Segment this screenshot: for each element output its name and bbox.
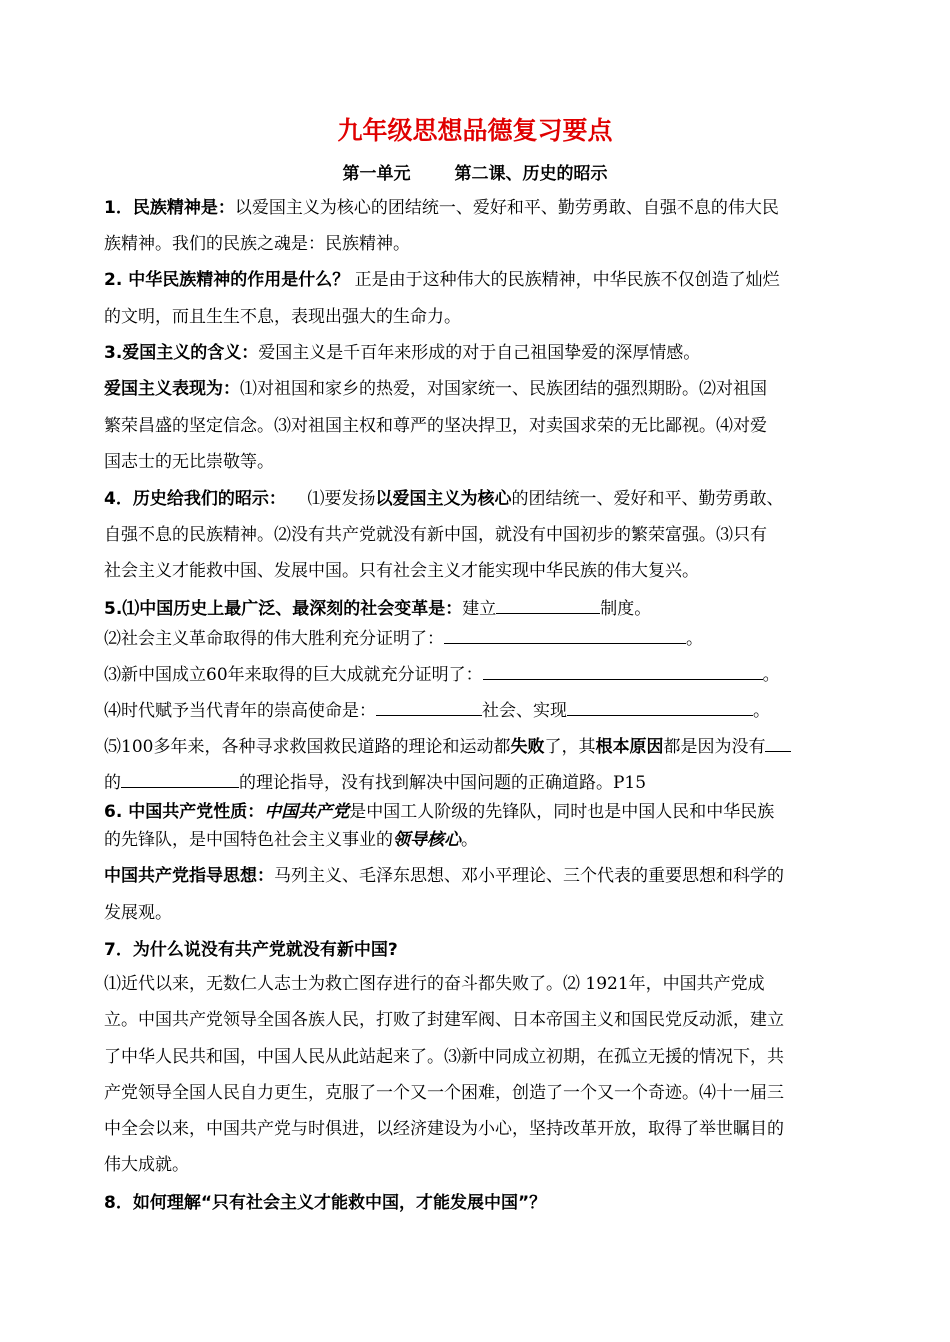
section-1-line-1 [104, 195, 846, 221]
section-4-post: 的团结统一、爱好和平、勤劳勇敢、 [511, 489, 784, 509]
document-title: 九年级思想品德复习要点 [337, 116, 613, 145]
section-1-text: 以爱国主义为核心的团结统一、爱好和平、勤劳勇敢、自强不息的伟大民 [234, 198, 779, 218]
section-4-line-1 [104, 486, 846, 512]
unit-subtitle [0, 162, 950, 186]
q5-blank-2[interactable] [121, 769, 239, 788]
q5-pre: ⑸100多年来，各种寻求救国救民道路的理论和运动都 [104, 737, 511, 757]
lesson-label: 第二课、历史的昭示 [454, 164, 608, 184]
section-3-text: 爱国主义是千百年来形成的对于自己祖国挚爱的深厚情感。 [258, 343, 701, 363]
section-5-line-2 [104, 625, 846, 652]
q4-blank-2[interactable] [567, 697, 753, 716]
section-5-line-1 [104, 595, 846, 622]
section-4-bold: 以爱国主义为核心 [375, 489, 512, 509]
q2-text: ⑵社会主义革命取得的伟大胜利充分证明了： [104, 629, 444, 649]
section-5-line-5 [104, 733, 846, 760]
section-5-line-3 [104, 661, 846, 688]
q5-line2-post: 的理论指导，没有找到解决中国问题的正确道路。P15 [239, 773, 647, 793]
q3-text: ⑶新中国成立60年来取得的巨大成就充分证明了： [104, 665, 483, 685]
q2-blank[interactable] [444, 625, 686, 644]
section-5-label: 5.⑴中国历史上最广泛、最深刻的社会变革是： [104, 599, 463, 619]
q5-root: 根本原因 [595, 737, 664, 757]
q4-blank-1[interactable] [376, 697, 482, 716]
section-2-line-2: 的文明，而且生生不息，表现出强大的生命力。 [104, 307, 461, 327]
section-7-line-2: 立。中国共产党领导全国各族人民，打败了封建军阀、日本帝国主义和国民党反动派，建立 [104, 1010, 784, 1030]
section-6-text: 是中国工人阶级的先锋队，同时也是中国人民和中华民族 [349, 802, 775, 822]
section-1-line-2: 族精神。我们的民族之魂是：民族精神。 [104, 234, 410, 254]
section-4-line-3: 社会主义才能救中国、发展中国。只有社会主义才能实现中华民族的伟大复兴。 [104, 561, 699, 581]
section-5-line-6 [104, 769, 846, 796]
section-7-line-5: 中全会以来，中国共产党与时俱进，以经济建设为小心，坚持改革开放，取得了举世瞩目的 [104, 1119, 784, 1139]
section-7-label: 7．为什么说没有共产党就没有新中国? [104, 940, 398, 960]
section-7-line-6: 伟大成就。 [104, 1155, 189, 1175]
section-7-line-4: 产党领导全国人民自力更生，克服了一个又一个困难，创造了一个又一个奇迹。⑷十一届三 [104, 1083, 784, 1103]
q5-mid: 了，其 [544, 737, 596, 757]
section-6-line-3 [104, 863, 846, 889]
q3-end: 。 [762, 665, 780, 685]
q1-blank[interactable] [496, 595, 600, 614]
section-3-line-2 [104, 376, 846, 402]
section-4-pre: ⑴要发扬 [285, 489, 376, 509]
section-6-label: 6. 中国共产党性质： [104, 802, 265, 822]
section-6-line-4: 发展观。 [104, 903, 172, 923]
section-1-label: 1．民族精神是： [104, 198, 235, 218]
section-6-line-2 [104, 827, 846, 853]
q3-blank[interactable] [483, 661, 763, 680]
section-3-line-4: 国志士的无比崇敬等。 [104, 452, 274, 472]
q5-line2-pre: 的 [104, 773, 121, 793]
section-7-line-3: 了中华人民共和国，中国人民从此站起来了。⑶新中同成立初期，在孤立无援的情况下，共 [104, 1047, 784, 1067]
q4-text: ⑷时代赋予当代青年的崇高使命是： [104, 701, 376, 721]
q1-pre: 建立 [462, 599, 497, 619]
q5-blank-1[interactable] [765, 733, 791, 752]
section-4-line-2: 自强不息的民族精神。⑵没有共产党就没有新中国，就没有中国初步的繁荣富强。⑶只有 [104, 525, 767, 545]
section-8-label: 8．如何理解“只有社会主义才能救中国，才能发展中国”？ [104, 1193, 547, 1213]
q5-post: 都是因为没有 [663, 737, 766, 757]
section-3-line-1 [104, 340, 846, 366]
q4-mid: 社会、实现 [482, 701, 567, 721]
section-6-line-1 [104, 799, 846, 825]
unit-label: 第一单元 [342, 164, 411, 184]
patriotism-forms-text: ⑴对祖国和家乡的热爱，对国家统一、民族团结的强烈期盼。⑵对祖国 [240, 379, 767, 399]
section-6-line2-end: 。 [461, 830, 478, 850]
party-name: 中国共产党 [264, 802, 350, 822]
section-3-line-3: 繁荣昌盛的坚定信念。⑶对祖国主权和尊严的坚决捍卫，对卖国求荣的无比鄙视。⑷对爱 [104, 416, 767, 436]
section-7-line-1: ⑴近代以来，无数仁人志士为救亡图存进行的奋斗都失败了。⑵ 1921年，中国共产党成 [104, 974, 765, 994]
section-3-label: 3.爱国主义的含义： [104, 343, 259, 363]
q1-post: 制度。 [600, 599, 652, 619]
section-5-line-4 [104, 697, 846, 724]
section-2-label: 2. 中华民族精神的作用是什么？ [104, 270, 350, 290]
leading-core: 领导核心 [393, 830, 461, 850]
patriotism-forms-label: 爱国主义表现为： [104, 379, 240, 399]
section-6-line2-pre: 的先锋队，是中国特色社会主义事业的 [104, 830, 393, 850]
q5-fail: 失败 [510, 737, 545, 757]
guiding-thought-label: 中国共产党指导思想： [104, 866, 274, 886]
q4-end: 。 [753, 701, 770, 721]
q2-end: 。 [686, 629, 703, 649]
section-2-line-1 [104, 267, 846, 293]
section-4-label: 4．历史给我们的昭示： [104, 489, 286, 509]
guiding-thought-text: 马列主义、毛泽东思想、邓小平理论、三个代表的重要思想和科学的 [274, 866, 784, 886]
section-2-text: 正是由于这种伟大的民族精神，中华民族不仅创造了灿烂 [349, 270, 780, 290]
